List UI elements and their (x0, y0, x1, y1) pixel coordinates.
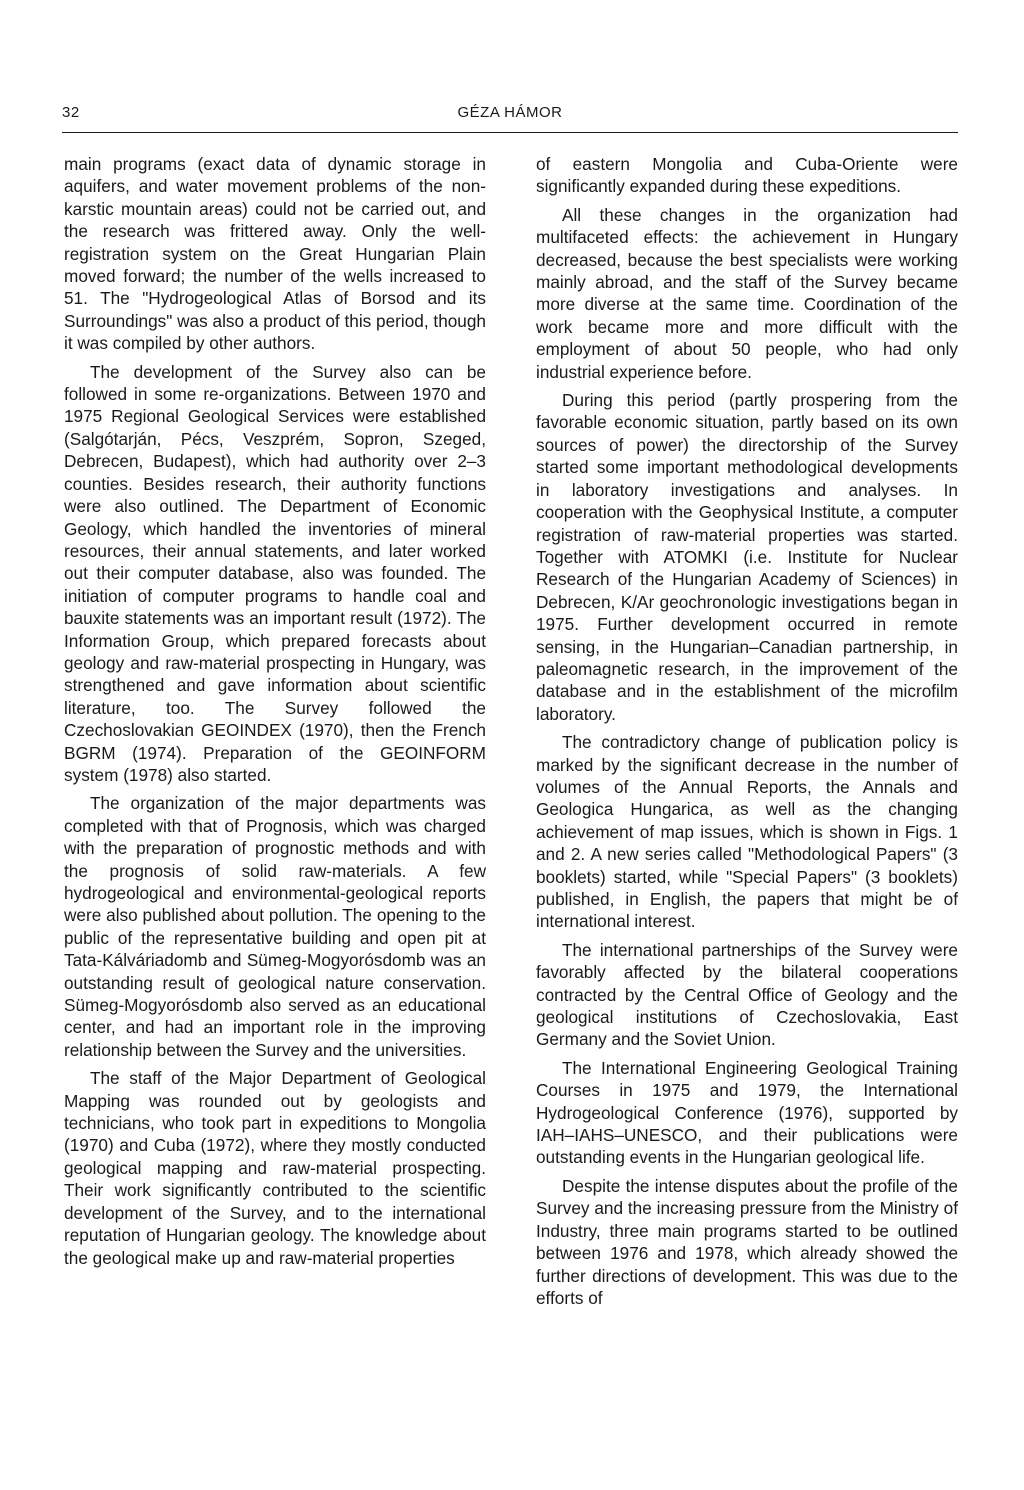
paragraph: The International Engineering Geological Training Courses in 1975 and 1979, the International Hydrogeological Conference (1976), supported by IAH–IAHS–UNESCO, and their publications were outstanding events in the Hungarian geological life. (536, 1057, 958, 1168)
paragraph: The organization of the major departments was completed with that of Prognosis, which was charged with the preparation of prognostic methods and with the prognosis of solid raw-materials. A few hydrogeological and environmental-geological reports were also published about pollution. The opening to the public of the representative building and open pit at Tata-Kálváriadomb and Sümeg-Mogyorósdomb was an outstanding result of geological nature conservation. Sümeg-Mogyorósdomb also served as an educational center, and had an important role in the improving relationship between the Survey and the universities. (64, 793, 486, 1060)
paragraph: of eastern Mongolia and Cuba-Oriente were significantly expanded during these expeditions. (536, 154, 958, 197)
paragraph: All these changes in the organization had multifaceted effects: the achievement in Hungary decreased, because the best specialists were working mainly abroad, and the staff of the Survey became more diverse at the same time. Coordination of the work became more and more difficult with the employment of about 50 people, who had only industrial experience before. (536, 204, 958, 382)
paragraph: main programs (exact data of dynamic storage in aquifers, and water movement problems of the non-karstic mountain areas) could not be carried out, and the research was frittered away. Only the well-registration system on the Great Hungarian Plain moved forward; the number of the wells increased to 51. The "Hydrogeological Atlas of Borsod and its Surroundings" was also a product of this period, though it was compiled by other authors. (64, 154, 486, 354)
paragraph: The international partnerships of the Survey were favorably affected by the bilateral cooperations contracted by the Central Office of Geology and the geological institutions of Czechoslovakia, East Germany and the Soviet Union. (536, 939, 958, 1050)
header-rule (62, 132, 958, 133)
left-column (64, 153, 486, 1275)
paragraph: The development of the Survey also can be followed in some re-organizations. Between 1970 and 1975 Regional Geological Services were established (Salgótarján, Pécs, Veszprém, Sopron, Szeged, Debrecen, Budapest), which had authority over 2–3 counties. Besides research, their authority functions were also outlined. The Department of Economic Geology, which handled the inventories of mineral resources, their annual statements, and later worked out their computer database, also was founded. The initiation of computer programs to handle coal and bauxite statements was an important result (1972). The Information Group, which prepared forecasts about geology and raw-material prospecting in Hungary, was strengthened and gave information about scientific literature, too. The Survey followed the Czechoslovakian GEOINDEX (1970), then the French BGRM (1974). Preparation of the GEOINFORM system (1978) also started. (64, 361, 486, 785)
page-number: 32 (62, 104, 80, 121)
paragraph: Despite the intense disputes about the profile of the Survey and the increasing pressure from the Ministry of Industry, three main programs started to be outlined between 1976 and 1978, which already showed the further directions of development. This was due to the efforts of (536, 1175, 958, 1308)
running-head (62, 104, 958, 126)
running-title: GÉZA HÁMOR (457, 104, 563, 121)
paragraph: The contradictory change of publication policy is marked by the significant decrease in the number of volumes of the Annual Reports, the Annals and Geologica Hungarica, as well as the changing achievement of map issues, which is shown in Figs. 1 and 2. A new series called "Methodological Papers" (3 booklets) started, while "Special Papers" (3 booklets) published, in English, the papers that might be of international interest. (536, 732, 958, 932)
paragraph: The staff of the Major Department of Geological Mapping was rounded out by geologists and technicians, who took part in expeditions to Mongolia (1970) and Cuba (1972), where they mostly conducted geological mapping and raw-material prospecting. Their work significantly contributed to the scientific development of the Survey, and to the international reputation of Hungarian geology. The knowledge about the geological make up and raw-material properties (64, 1068, 486, 1268)
right-column (536, 153, 958, 1315)
paragraph: During this period (partly prospering from the favorable economic situation, partly based on its own sources of power) the directorship of the Survey started some important methodological developments in laboratory investigations and analyses. In cooperation with the Geophysical Institute, a computer registration of raw-material properties was started. Together with ATOMKI (i.e. Institute for Nuclear Research of the Hungarian Academy of Sciences) in Debrecen, K/Ar geochronologic investigations began in 1975. Further development occurred in remote sensing, in the Hungarian–Canadian partnership, in paleomagnetic research, in the improvement of the database and in the establishment of the microfilm laboratory. (536, 390, 958, 724)
